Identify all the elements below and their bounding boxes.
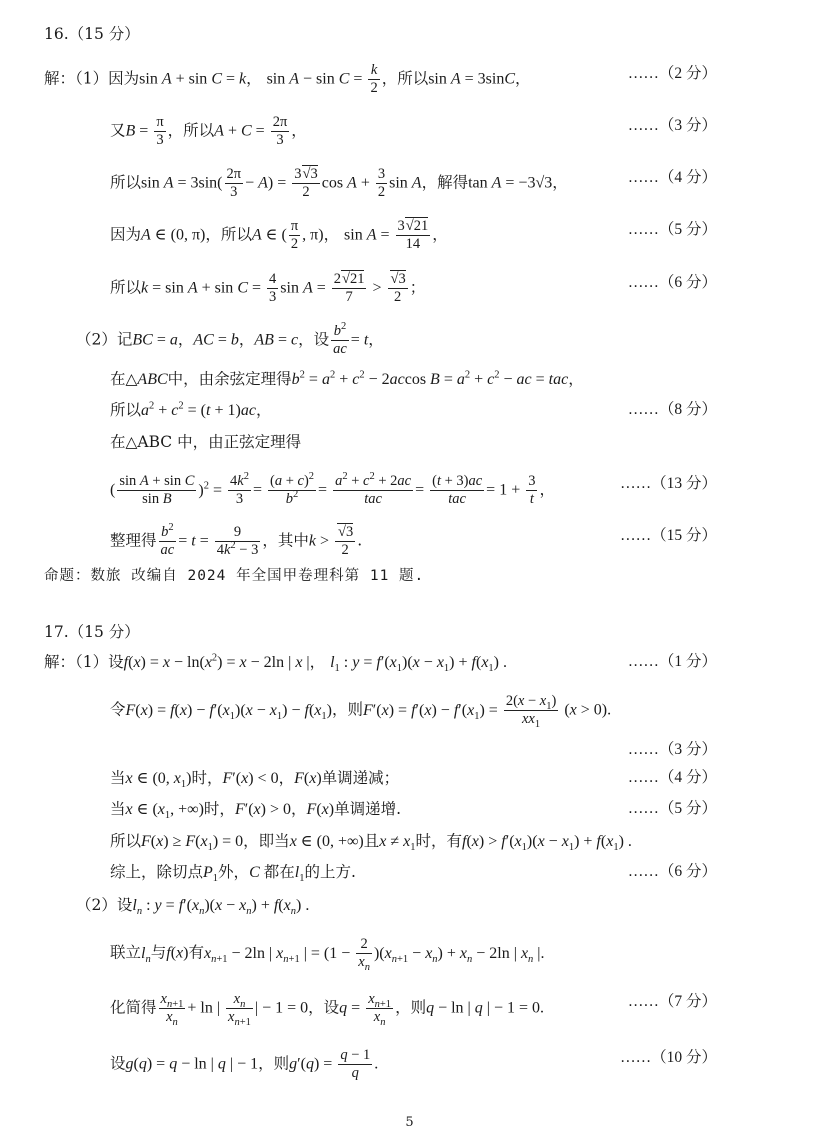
points-marker: ……（8 分） [627, 401, 717, 418]
points-marker: ……（15 分） [620, 527, 717, 544]
solution-line-21: 设g(q) = q − ln | q | − 1，则g′(q) = $\frac{q - 1}{q}$ . [110, 1047, 379, 1081]
points-marker: ……（6 分） [627, 274, 717, 291]
points-marker: ……（5 分） [627, 221, 717, 238]
points-marker: ……（13 分） [620, 475, 717, 492]
points-marker: ……（5 分） [627, 800, 717, 817]
solution-line-7: 在△ABC中，由余弦定理得$b^2 = a^2 + c^2 - 2accos$ $B = a^2 + c^2$ − ac = tac， [110, 369, 584, 388]
solution-line-3: 所以sin A = 3sin( $\frac{2\pi}{3}$ − A) = $\frac{3√3}{2}$ cos A + $\frac{3}{2}$ sin A，解得tan A = −3√3， [110, 166, 568, 200]
solution-line-2: 又B = $\frac{\pi}{3}$ ，所以A + C = $\frac{2\pi}{3}$ ， [110, 114, 307, 148]
solution-line-18: （2）设$l_n$ : $y = f'(x_n)(x - x_n) + f(x_n)$ . [76, 896, 310, 918]
solution-line-12: 解：（1）设$f(x) = x - \ln(x^2) = x - 2\ln$ | x |， $l_1$ : $y = f'(x_1)(x - x_1) + f(x_1)$ . [44, 652, 507, 675]
points-marker: ……（4 分） [627, 169, 717, 186]
solution-line-11: 整理得 $\frac{b^2}{ac}$ = t = $\frac{9}{4k^2 - 3}$ ，其中k > $\frac{√3}{2}$ . [110, 522, 363, 558]
solution-line-4: 因为A ∈ (0, π)，所以A ∈ ( $\frac{\pi}{2}$ , π)， sin A = $\frac{3√21}{14}$ ， [110, 218, 448, 252]
points-marker: ……（2 分） [627, 65, 717, 82]
solution-line-8: 所以$a^2 + c^2 = (t + 1)ac$， [110, 400, 272, 419]
solution-line-14: 当x ∈ (0, $x_1$)时，F′(x) < 0，F(x)单调递减； [110, 769, 400, 791]
points-marker: ……（4 分） [627, 769, 717, 786]
part-1-label: （1） [75, 653, 109, 671]
problem-17-heading: 17.（15 分） [44, 623, 140, 641]
solution-line-17: 综上，除切点$P_1$外，C 都在$l_1$的上方. [110, 863, 356, 885]
points-marker: ……（10 分） [620, 1049, 717, 1066]
part-2-label: （2） [76, 896, 117, 914]
solution-label: 解： [44, 69, 76, 88]
part-2-label: （2） [76, 330, 117, 349]
points-marker: ……（3 分） [627, 741, 717, 758]
points-marker: ……（7 分） [627, 993, 717, 1010]
solution-line-9: 在△ABC 中，由正弦定理得 [110, 433, 302, 451]
solution-line-15: 当x ∈ ($x_1$, +∞)时，F′(x) > 0，F(x)单调递增. [110, 800, 402, 822]
solution-line-20: 化简得 $\frac{x_{n+1}}{x_n}$ + ln | $\frac{x_n}{x_{n+1}}$ | − 1 = 0，设q = $\frac{x_{n+1}}{x_n}$ ，则q − ln | q | − 1 = 0. [110, 991, 544, 1028]
points-marker: ……（3 分） [627, 117, 717, 134]
points-marker: ……（6 分） [627, 863, 717, 880]
solution-line-19: 联立$l_n$与f(x)有$x_{n+1} - 2\ln$ | $x_{n+1}$ | = (1 − $\frac{2}{x_n}$ )$(x_{n+1} - x_n) + x_n - 2\ln$ | $x_n$ |. [110, 936, 545, 973]
page-number: 5 [405, 1115, 414, 1130]
source-note: 命题：数旅 改编自 2024 年全国甲卷理科第 11 题. [44, 568, 425, 584]
solution-line-10: ( $\frac{\text{sin A + sin C}}{\text{sin B}}$ )$^2$ = $\frac{4k^2}{3}$ = $\frac{(a + c)^2}{b^2}$ = $a^2 + c^2 + 2ac$ tac = (t + 3)ac tac = 1 + $\frac{3}{t}$ ， [110, 471, 555, 507]
solution-line-13: 令$F(x) = f(x) - f'(x_1)(x - x_1) - f(x_1)$，则$F'(x) = f'(x) - f'(x_1)$ = $\frac{2(x - x_1)}{xx_1}$ (x > 0). [110, 693, 612, 730]
solution-line-16: 所以$F(x) \ge F(x_1) = 0$，即当x ∈ (0, +∞)且$x \ne x_1$时，有$f(x) > f'(x_1)(x - x_1) + f(x_1)$ . [110, 832, 632, 854]
solution-line-5: 所以k = sin A + sin C = $\frac{4}{3}$ sin A = $\frac{2√21}{7}$ > $\frac{√3}{2}$ ； [110, 271, 426, 305]
part-1-label: （1） [75, 69, 109, 88]
solution-line-1: 解：（1）因为sin A + sin C = k， sin A − sin C = $\frac{k}{2}$ ，所以sin A = 3sinC， [44, 62, 531, 96]
problem-16-heading: 16.（15 分） [44, 25, 140, 43]
solution-line-6: （2）记BC = a，AC = b，AB = c，设 $\frac{b^2}{ac}$ = t， [76, 321, 384, 357]
points-marker: ……（1 分） [627, 653, 717, 670]
solution-label: 解： [44, 653, 76, 671]
